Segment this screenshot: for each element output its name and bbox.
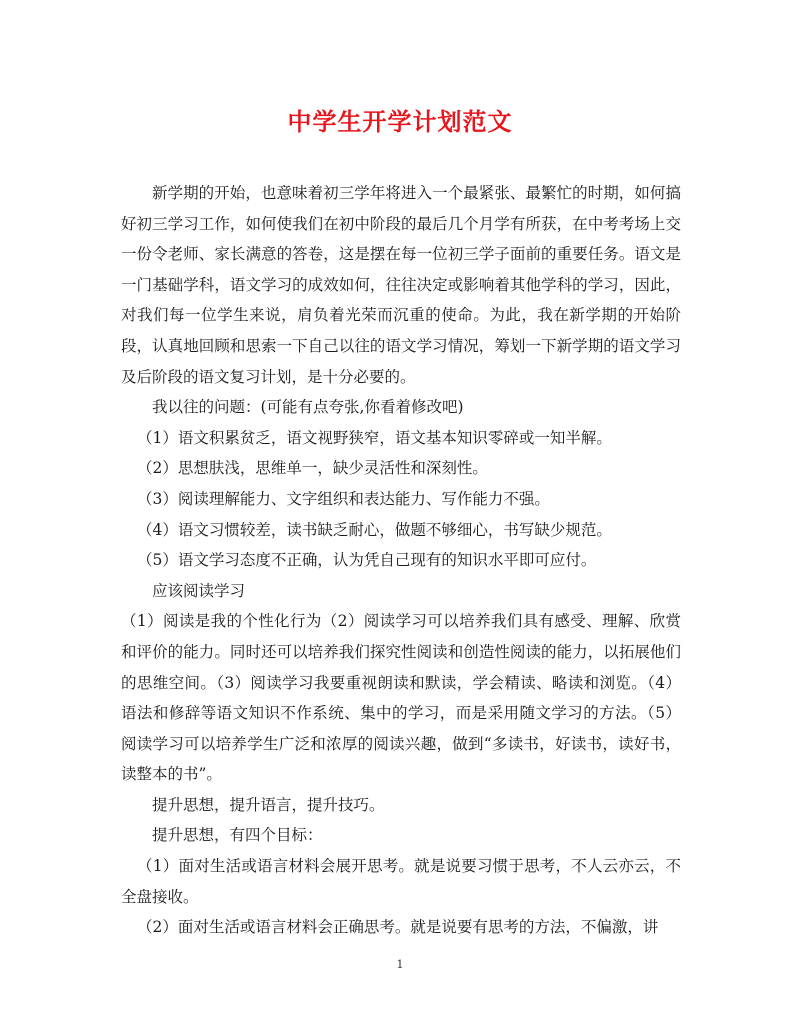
paragraph-goal-2: （2）面对生活或语言材料会正确思考。就是说要有思考的方法，不偏激，讲 (137, 918, 659, 937)
paragraph-problem-5: （5）语文学习态度不正确，认为凭自己现有的知识水平即可应付。 (137, 551, 597, 570)
paragraph-improve-summary: 提升思想，提升语言，提升技巧。 (152, 795, 385, 814)
paragraph-problem-1: （1）语文积累贫乏，语文视野狭窄，语文基本知识零碎或一知半解。 (137, 428, 612, 447)
paragraph-past-problems-heading: 我以往的问题：(可能有点夸张,你看着修改吧) (152, 398, 464, 417)
paragraph-problem-4: （4）语文习惯较差，读书缺乏耐心，做题不够细心，书写缺少规范。 (137, 520, 612, 539)
paragraph-thinking-goals-heading: 提升思想，有四个目标： (152, 826, 323, 845)
paragraph-reading-heading: 应该阅读学习 (152, 581, 246, 600)
paragraph-goal-1: （1）面对生活或语言材料会展开思考。就是说要习惯于思考，不人云亦云，不全盘接收。 (121, 857, 681, 906)
document-body (121, 178, 681, 943)
paragraph-problem-2: （2）思想肤浅，思维单一，缺少灵活性和深刻性。 (137, 459, 488, 478)
paragraph-problem-3: （3）阅读理解能力、文字组织和表达能力、写作能力不强。 (137, 489, 550, 508)
paragraph-intro: 新学期的开始，也意味着初三学年将进入一个最紧张、最繁忙的时期，如何搞好初三学习工作，如何使我们在初中阶段的最后几个月学有所获，在中考考场上交一份令老师、家长满意的答卷，这是摆在每一位初三学子面前的重要任务。语文是一门基础学科，语文学习的成效如何，往往决定或影响着其他学科的学习，因此，对我们每一位学生来说，肩负着光荣而沉重的使命。为此，我在新学期的开始阶段，认真地回顾和思索一下自己以往的语文学习情况，筹划一下新学期的语文学习及后阶段的语文复习计划，是十分必要的。 (121, 184, 681, 386)
page-number: 1 (396, 958, 404, 971)
document-title: 中学生开学计划范文 (287, 107, 513, 136)
paragraph-reading-points: （1）阅读是我的个性化行为（2）阅读学习可以培养我们具有感受、理解、欣赏和评价的能力。同时还可以培养我们探究性阅读和创造性阅读的能力，以拓展他们的思维空间。（3）阅读学习我要重视朗读和默读，学会精读、略读和浏览。（4）语法和修辞等语文知识不作系统、集中的学习，而是采用随文学习的方法。（5）阅读学习可以培养学生广泛和浓厚的阅读兴趣，做到“多读书，好读书，读好书，读整本的书”。 (121, 612, 681, 784)
